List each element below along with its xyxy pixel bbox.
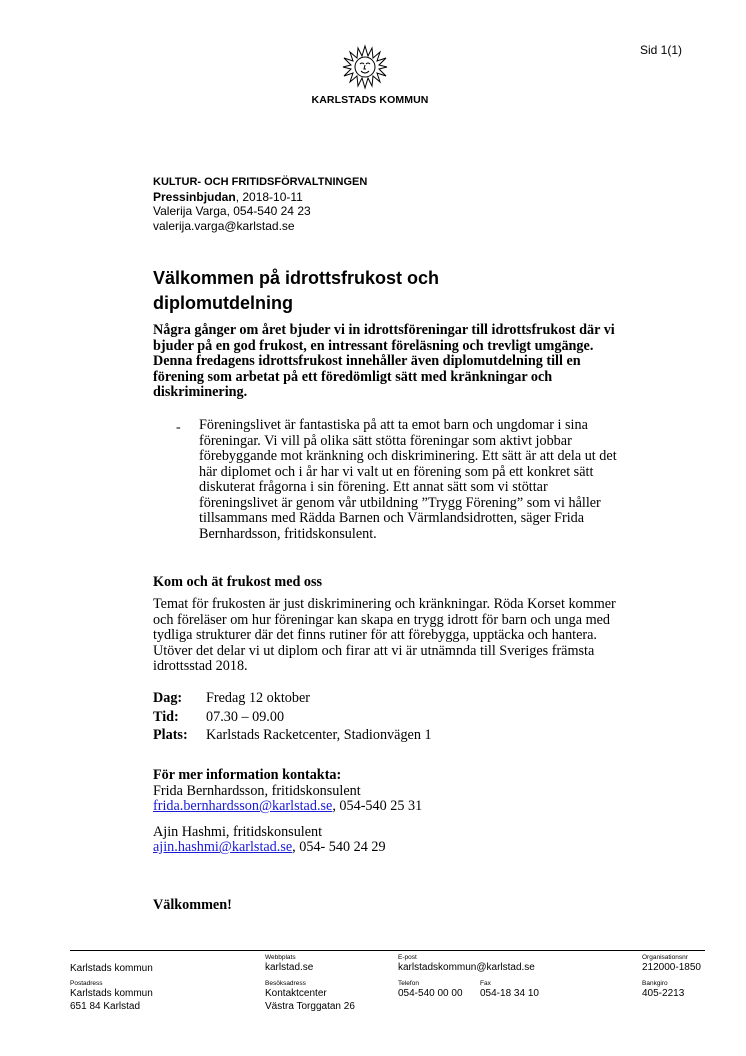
sender-contact: Valerija Varga, 054-540 24 23 xyxy=(153,204,311,218)
doc-type: Pressinbjudan xyxy=(153,189,236,204)
footer-post-label: Postadress xyxy=(70,980,103,987)
footer-email-label: E-post xyxy=(398,954,417,961)
contact-block xyxy=(153,768,422,856)
quote-paragraph: Föreningslivet är fantastiska på att ta emot barn och ungdomar i sina föreningar. Vi vill på olika sätt stötta föreningar som aktivt jobbar förebyggande mot kränkning och diskriminering. Ett sätt är att dela ut det här diplomet och i år har vi valt ut en förening som på ett konkret sätt diskuterat frågorna i sin förening. Ett annat sätt som vi stöttar föreningslivet är genom vår utbildning ”Trygg Förening” som vi håller tillsammans med Rädda Barnen och Värmlandsidrotten, säger Frida Bernhardsson, fritidskonsulent. xyxy=(199,417,617,542)
sender-email: valerija.varga@karlstad.se xyxy=(153,218,295,233)
footer-visit-label: Besöksadress xyxy=(265,980,306,987)
title-line-2: diplomutdelning xyxy=(153,293,293,313)
quote-dash: - xyxy=(176,420,181,435)
contact-person-2-line xyxy=(153,840,422,856)
footer-bankgiro-label: Bankgiro xyxy=(642,980,668,987)
footer-web-label: Webbplats xyxy=(265,954,296,961)
time-label: Tid: xyxy=(153,709,179,725)
footer-post-line-1: Karlstads kommun xyxy=(70,988,153,999)
footer-web-value: karlstad.se xyxy=(265,962,314,973)
time-value: 07.30 – 09.00 xyxy=(206,709,285,725)
contact-heading: För mer information kontakta: xyxy=(153,767,342,783)
footer-visit-line-1: Kontaktcenter xyxy=(265,988,327,999)
footer-bankgiro-value: 405-2213 xyxy=(642,988,685,999)
contact-person-2: Ajin Hashmi, fritidskonsulent xyxy=(153,823,323,840)
footer-phone-value: 054-540 00 00 xyxy=(398,988,463,999)
department-name: KULTUR- OCH FRITIDSFÖRVALTNINGEN xyxy=(153,176,368,188)
footer-email-value: karlstadskommun@karlstad.se xyxy=(398,962,535,973)
sender-block xyxy=(153,175,367,233)
closing-text: Välkommen! xyxy=(153,897,232,913)
day-label: Dag: xyxy=(153,690,183,706)
doc-date: , 2018-10-11 xyxy=(235,189,303,204)
footer-visit-line-2: Västra Torggatan 26 xyxy=(265,1001,355,1012)
place-label: Plats: xyxy=(153,727,188,743)
footer-fax-label: Fax xyxy=(480,980,491,987)
place-value: Karlstads Racketcenter, Stadionvägen 1 xyxy=(206,727,432,743)
page-title xyxy=(153,266,593,316)
subheading: Kom och ät frukost med oss xyxy=(153,574,323,590)
footer-phone-label: Telefon xyxy=(398,980,419,987)
lead-paragraph: Några gånger om året bjuder vi in idrottsföreningar till idrottsfrukost där vi bjuder på en god frukost, en intressant föreläsning och trevligt umgänge. Denna fredagens idrottsfrukost innehåller även diplomutdelning till en förening som arbetat på ett föredömligt sätt med kränkningar och diskriminering. xyxy=(153,322,615,400)
footer-orgnr-label: Organisationsnr xyxy=(642,954,688,961)
org-name: KARLSTADS KOMMUN xyxy=(311,94,429,106)
page-number: Sid 1(1) xyxy=(640,43,683,57)
title-line-1: Välkommen på idrottsfrukost och xyxy=(153,268,440,288)
contact-phone-1: , 054-540 25 31 xyxy=(332,798,423,814)
contact-email-link-2[interactable]: ajin.hashmi@karlstad.se xyxy=(153,839,293,855)
doc-type-line xyxy=(153,190,367,205)
contact-person-1: Frida Bernhardsson, fritidskonsulent xyxy=(153,782,361,799)
footer-divider xyxy=(70,950,705,951)
footer-name: Karlstads kommun xyxy=(70,963,153,974)
contact-person-1-line xyxy=(153,799,422,815)
day-value: Fredag 12 oktober xyxy=(206,690,311,706)
footer-post-line-2: 651 84 Karlstad xyxy=(70,1001,141,1012)
contact-phone-2: , 054- 540 24 29 xyxy=(292,839,386,855)
body-paragraph: Temat för frukosten är just diskriminering och kränkningar. Röda Korset kommer och föreläser om hur föreningar kan skapa en trygg idrott för barn och unga med tydliga strukturer där det finns rutiner för att förebygga, upptäcka och hantera. Utöver det delar vi ut diplom och firar att vi är utnämnda till Sveriges främsta idrottsstad 2018. xyxy=(153,596,616,674)
sun-logo-icon xyxy=(342,44,388,90)
contact-email-link-1[interactable]: frida.bernhardsson@karlstad.se xyxy=(153,798,333,814)
footer-orgnr-value: 212000-1850 xyxy=(642,962,701,973)
footer-fax-value: 054-18 34 10 xyxy=(480,988,539,999)
